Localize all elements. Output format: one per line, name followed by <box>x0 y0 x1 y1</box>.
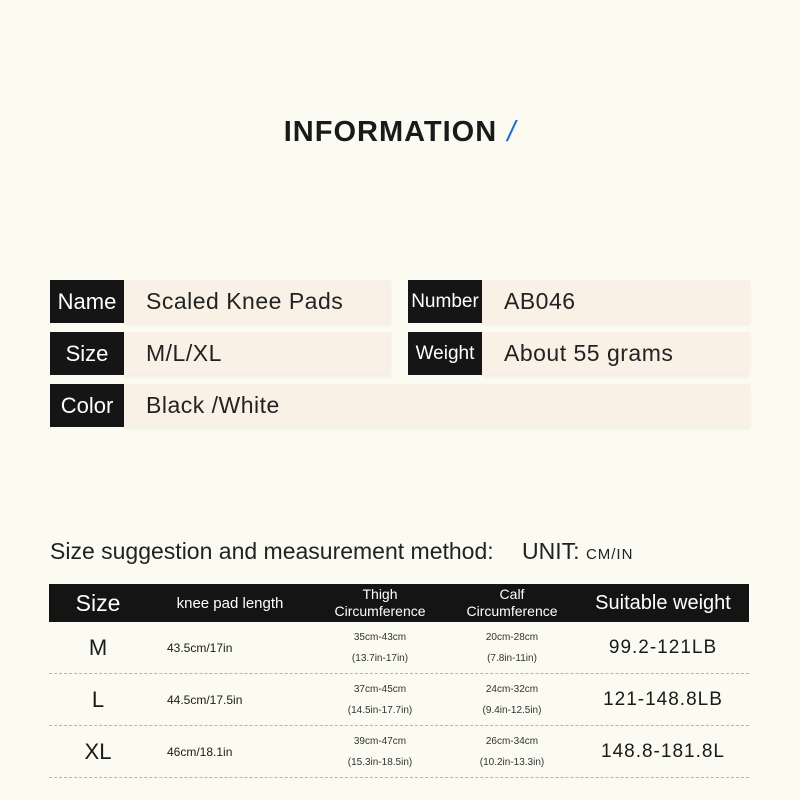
page-title <box>0 116 800 149</box>
table-header <box>49 584 749 622</box>
title-slash: / <box>507 116 517 148</box>
number-value: AB046 <box>482 280 750 323</box>
cell-thigh <box>321 726 439 777</box>
cell-thigh <box>321 674 439 725</box>
cell-calf <box>453 622 571 673</box>
header-calf <box>453 584 571 622</box>
cell-calf <box>453 726 571 777</box>
header-thigh-line1: Thigh <box>362 586 398 602</box>
header-thigh-line2: Circumference <box>334 603 426 619</box>
title-text: INFORMATION <box>283 116 498 148</box>
info-row-size <box>50 332 391 375</box>
info-row-weight <box>408 332 750 375</box>
cell-knee: 43.5cm/17in <box>167 640 233 655</box>
cell-thigh <box>321 622 439 673</box>
number-label: Number <box>408 280 482 323</box>
unit-label: UNIT: <box>522 538 580 564</box>
info-row-color <box>50 384 750 427</box>
table-row <box>49 674 749 726</box>
size-value: M/L/XL <box>124 332 391 375</box>
cell-thigh-cm: 37cm-45cm <box>353 683 407 695</box>
cell-calf-in: (7.8in-11in) <box>487 652 537 664</box>
table-row <box>49 622 749 674</box>
cell-thigh-cm: 35cm-43cm <box>353 631 407 643</box>
header-thigh <box>321 584 439 622</box>
name-value: Scaled Knee Pads <box>124 280 391 323</box>
header-knee: knee pad length <box>176 594 284 612</box>
cell-calf-cm: 24cm-32cm <box>485 683 539 695</box>
info-row-name <box>50 280 391 323</box>
name-label: Name <box>50 280 124 323</box>
cell-calf-in: (9.4in-12.5in) <box>482 704 542 716</box>
unit-value: CM/IN <box>585 546 634 563</box>
size-suggestion-heading <box>50 538 633 565</box>
cell-size: L <box>91 686 105 712</box>
size-table <box>49 584 749 778</box>
color-label: Color <box>50 384 124 427</box>
color-value: Black /White <box>124 384 750 427</box>
cell-calf-in: (10.2in-13.3in) <box>479 756 545 768</box>
cell-calf-cm: 20cm-28cm <box>485 631 539 643</box>
cell-weight: 99.2-121LB <box>608 636 718 658</box>
header-calf-line2: Circumference <box>466 603 558 619</box>
cell-thigh-cm: 39cm-47cm <box>353 735 407 747</box>
section-title: Size suggestion and measurement method: <box>50 538 494 564</box>
cell-knee: 46cm/18.1in <box>167 744 233 759</box>
info-row-number <box>408 280 750 323</box>
cell-thigh-in: (13.7in-17in) <box>351 652 409 664</box>
table-row <box>49 726 749 778</box>
weight-label: Weight <box>408 332 482 375</box>
size-label: Size <box>50 332 124 375</box>
header-calf-line1: Calf <box>499 586 525 602</box>
cell-weight: 148.8-181.8L <box>601 740 725 762</box>
header-size: Size <box>75 589 121 616</box>
cell-size: M <box>88 634 108 660</box>
cell-weight: 121-148.8LB <box>603 688 723 710</box>
cell-calf-cm: 26cm-34cm <box>485 735 539 747</box>
cell-knee: 44.5cm/17.5in <box>167 692 243 707</box>
cell-calf <box>453 674 571 725</box>
cell-size: XL <box>84 738 112 764</box>
cell-thigh-in: (15.3in-18.5in) <box>347 756 413 768</box>
weight-value: About 55 grams <box>482 332 750 375</box>
header-weight: Suitable weight <box>595 591 731 614</box>
cell-thigh-in: (14.5in-17.7in) <box>347 704 413 716</box>
